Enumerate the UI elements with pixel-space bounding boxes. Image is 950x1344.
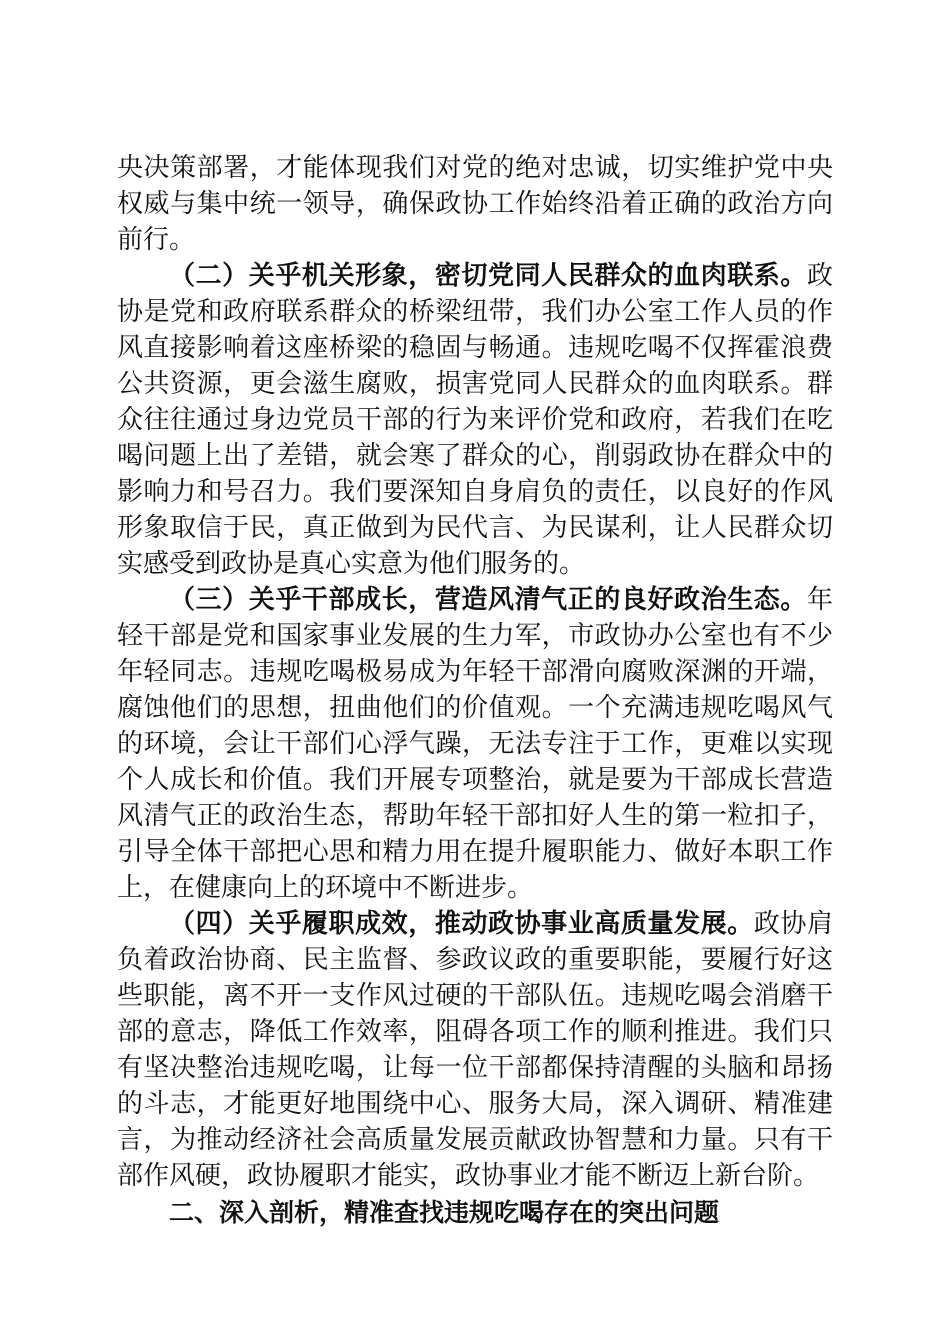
- paragraph-heading: （三）关乎干部成长，营造风清气正的良好政治生态。: [169, 585, 807, 615]
- paragraph-text: 央决策部署，才能体现我们对党的绝对忠诚，切实维护党中央权威与集中统一领导，确保政协工作始终沿着正确的政治方向前行。: [117, 153, 833, 255]
- paragraph-heading: （二）关乎机关形象，密切党同人民群众的血肉联系。: [169, 261, 807, 291]
- document-page: [117, 150, 833, 1232]
- paragraph-text: 政协是党和政府联系群众的桥梁纽带，我们办公室工作人员的作风直接影响着这座桥梁的稳固与畅通。违规吃喝不仅挥霍浪费公共资源，更会滋生腐败，损害党同人民群众的血肉联系。群众往往通过身边党员干部的行为来评价党和政府，若我们在吃喝问题上出了差错，就会寒了群众的心，削弱政协在群众中的影响力和号召力。我们要深知自身肩负的责任，以良好的作风形象取信于民，真正做到为民代言、为民谋利，让人民群众切实感受到政协是真心实意为他们服务的。: [117, 261, 833, 579]
- paragraph-2: [117, 258, 833, 582]
- paragraph-4: [117, 906, 833, 1194]
- paragraph-3: [117, 582, 833, 906]
- paragraph-continuation: [117, 150, 833, 258]
- section-heading: 二、深入剖析，精准查找违规吃喝存在的突出问题: [169, 1198, 720, 1227]
- paragraph-heading: （四）关乎履职成效，推动政协事业高质量发展。: [169, 909, 754, 939]
- paragraph-text: 政协肩负着政治协商、民主监督、参政议政的重要职能，要履行好这些职能，离不开一支作风过硬的干部队伍。违规吃喝会消磨干部的意志，降低工作效率，阻碍各项工作的顺利推进。我们只有坚决整治违规吃喝，让每一位干部都保持清醒的头脑和昂扬的斗志，才能更好地围绕中心、服务大局，深入调研、精准建言，为推动经济社会高质量发展贡献政协智慧和力量。只有干部作风硬，政协履职才能实，政协事业才能不断迈上新台阶。: [117, 909, 833, 1191]
- paragraph-text: 年轻干部是党和国家事业发展的生力军，市政协办公室也有不少年轻同志。违规吃喝极易成为年轻干部滑向腐败深渊的开端，腐蚀他们的思想，扭曲他们的价值观。一个充满违规吃喝风气的环境，会让干部们心浮气躁，无法专注于工作，更难以实现个人成长和价值。我们开展专项整治，就是要为干部成长营造风清气正的政治生态，帮助年轻干部扣好人生的第一粒扣子，引导全体干部把心思和精力用在提升履职能力、做好本职工作上，在健康向上的环境中不断进步。: [117, 585, 833, 903]
